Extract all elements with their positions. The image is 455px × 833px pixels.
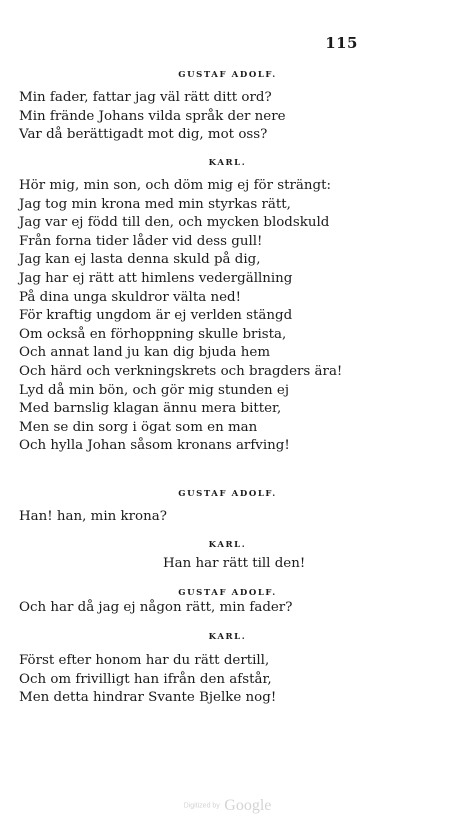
speaker-heading: GUSTAF ADOLF. bbox=[178, 489, 277, 499]
verse-line: Och om frivilligt han ifrån den afstår, bbox=[19, 671, 272, 687]
verse-block bbox=[19, 508, 167, 527]
verse-line: Jag har ej rätt att himlens vedergällning bbox=[19, 270, 293, 286]
verse-block bbox=[19, 652, 276, 708]
verse-line: Min fader, fattar jag väl rätt ditt ord? bbox=[19, 90, 272, 105]
speaker-heading: KARL. bbox=[208, 540, 247, 550]
verse-line: Hör mig, min son, och döm mig ej för strängt: bbox=[19, 178, 331, 193]
verse-line: Från forna tider låder vid dess gull! bbox=[19, 233, 263, 249]
verse-line: Jag kan ej lasta denna skuld på dig, bbox=[19, 252, 261, 268]
speaker-heading: KARL. bbox=[208, 158, 247, 168]
speaker-heading: KARL. bbox=[208, 632, 247, 642]
verse-line: Först efter honom har du rätt dertill, bbox=[19, 653, 270, 668]
page-number: 115 bbox=[325, 34, 358, 52]
verse-block bbox=[19, 599, 292, 618]
verse-line: Han! han, min krona? bbox=[19, 509, 167, 524]
speaker-heading: GUSTAF ADOLF. bbox=[178, 588, 277, 598]
speaker-heading: GUSTAF ADOLF. bbox=[178, 70, 277, 80]
verse-line: Och härd och verkningskrets och bragders ära! bbox=[19, 363, 343, 379]
verse-line: Men se din sorg i ögat som en man bbox=[19, 419, 258, 435]
verse-line-indented: Han har rätt till den! bbox=[163, 556, 306, 571]
verse-line: Om också en förhoppning skulle brista, bbox=[19, 326, 287, 342]
verse-line: Med barnslig klagan ännu mera bitter, bbox=[19, 401, 282, 417]
verse-line: Var då berättigadt mot dig, mot oss? bbox=[19, 127, 268, 143]
watermark-logo: Google bbox=[224, 797, 272, 814]
verse-line: Lyd då min bön, och gör mig stunden ej bbox=[19, 382, 289, 398]
digitized-watermark bbox=[0, 797, 455, 815]
watermark-prefix: Digitized by bbox=[183, 802, 220, 810]
verse-line: Jag tog min krona med min styrkas rätt, bbox=[19, 196, 291, 212]
verse-line: Min frände Johans vilda språk der nere bbox=[19, 108, 286, 124]
verse-line: Jag var ej född till den, och mycken blodskuld bbox=[19, 215, 330, 231]
verse-line: På dina unga skuldror välta ned! bbox=[19, 289, 241, 305]
verse-block bbox=[19, 89, 286, 145]
verse-block bbox=[19, 177, 342, 456]
verse-line: Men detta hindrar Svante Bjelke nog! bbox=[19, 690, 277, 706]
verse-line: Och hylla Johan såsom kronans arfving! bbox=[19, 438, 290, 454]
verse-line: Och har då jag ej någon rätt, min fader? bbox=[19, 600, 293, 615]
verse-line: För kraftig ungdom är ej verlden stängd bbox=[19, 308, 293, 324]
verse-line: Och annat land ju kan dig bjuda hem bbox=[19, 345, 271, 361]
